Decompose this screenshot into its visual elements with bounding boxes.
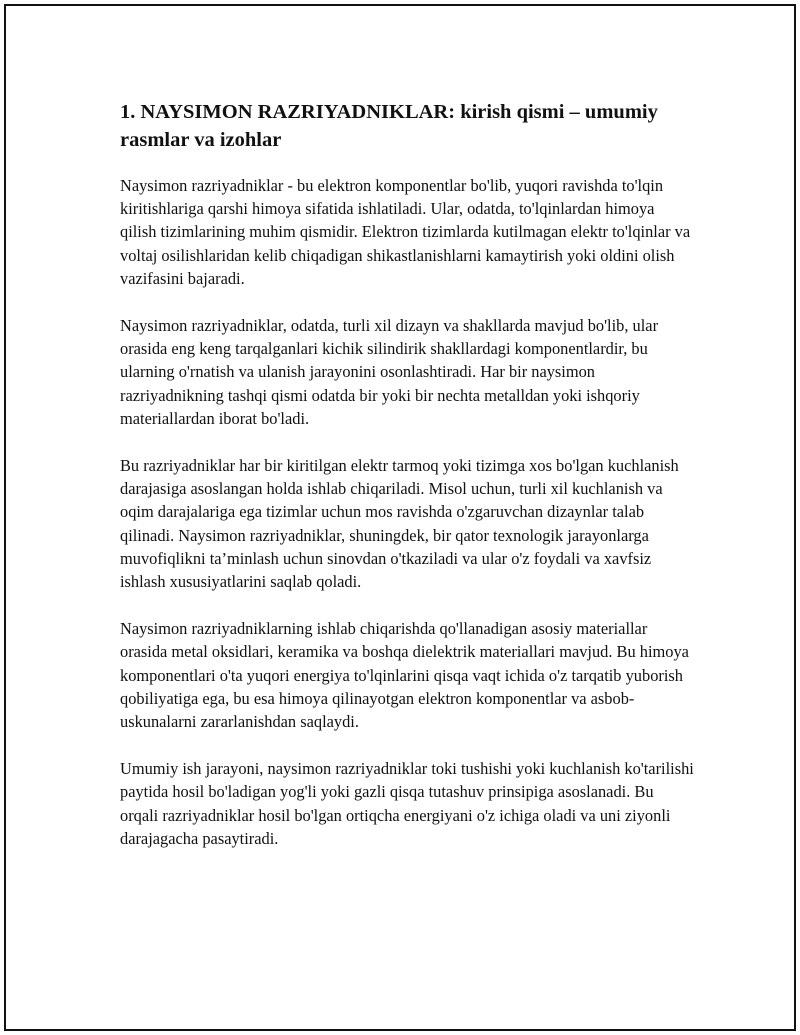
paragraph-5: Umumiy ish jarayoni, naysimon razriyadniklar toki tushishi yoki kuchlanish ko'tarilishi paytida hosil bo'ladigan yog'li yoki gazli qisqa tutashuv prinsipiga asoslanadi. Bu orqali razriyadniklar hosil bo'lgan ortiqcha energiyani o'z ichiga oladi va uni ziyonli darajagacha pasaytiradi. [120, 759, 694, 848]
document-body [120, 98, 694, 850]
paragraph-1: Naysimon razriyadniklar - bu elektron komponentlar bo'lib, yuqori ravishda to'lqin kiritishlariga qarshi himoya sifatida ishlatiladi. Ular, odatda, to'lqinlardan himoya qilish tizimlarining muhim qismidir. Elektron tizimlarda kutilmagan elektr to'lqinlar va voltaj osilishlaridan kelib chiqadigan shikastlanishlarni kamaytirish yoki oldini olish vazifasini bajaradi. [120, 176, 691, 288]
document-title: 1. NAYSIMON RAZRIYADNIKLAR: kirish qismi – umumiy rasmlar va izohlar [120, 101, 658, 151]
paragraph-4: Naysimon razriyadniklarning ishlab chiqarishda qo'llanadigan asosiy materiallar orasida metal oksidlari, keramika va boshqa dielektrik materiallari mavjud. Bu himoya komponentlari o'ta yuqori energiya to'lqinlarini qisqa vaqt ichida o'z tarqatib yuborish qobiliyatiga ega, bu esa himoya qilinayotgan elektron komponentlar va asbob-uskunalarni zararlanishdan saqlaydi. [120, 619, 689, 732]
paragraph-3: Bu razriyadniklar har bir kiritilgan elektr tarmoq yoki tizimga xos bo'lgan kuchlanish darajasiga asoslangan holda ishlab chiqariladi. Misol uchun, turli xil kuchlanish va oqim darajalariga ega tizimlar uchun mos ravishda o'zgaruvchan dizaynlar talab qilinadi. Naysimon razriyadniklar, shuningdek, bir qator texnologik jarayonlarga muvofiqlikni ta’minlash uchun sinovdan o'tkaziladi va ular o'z foydali va xavfsiz ishlash xususiyatlarini saqlab qoladi. [120, 456, 679, 592]
page-frame [4, 4, 796, 1031]
paragraph-2: Naysimon razriyadniklar, odatda, turli xil dizayn va shakllarda mavjud bo'lib, ular orasida eng keng tarqalganlari kichik silindirik shakllardagi komponentlardir, bu ularning o'rnatish va ulanish jarayonini osonlashtiradi. Har bir naysimon razriyadnikning tashqi qismi odatda bir yoki bir nechta metalldan yoki ishqoriy materiallardan iborat bo'ladi. [120, 316, 659, 428]
